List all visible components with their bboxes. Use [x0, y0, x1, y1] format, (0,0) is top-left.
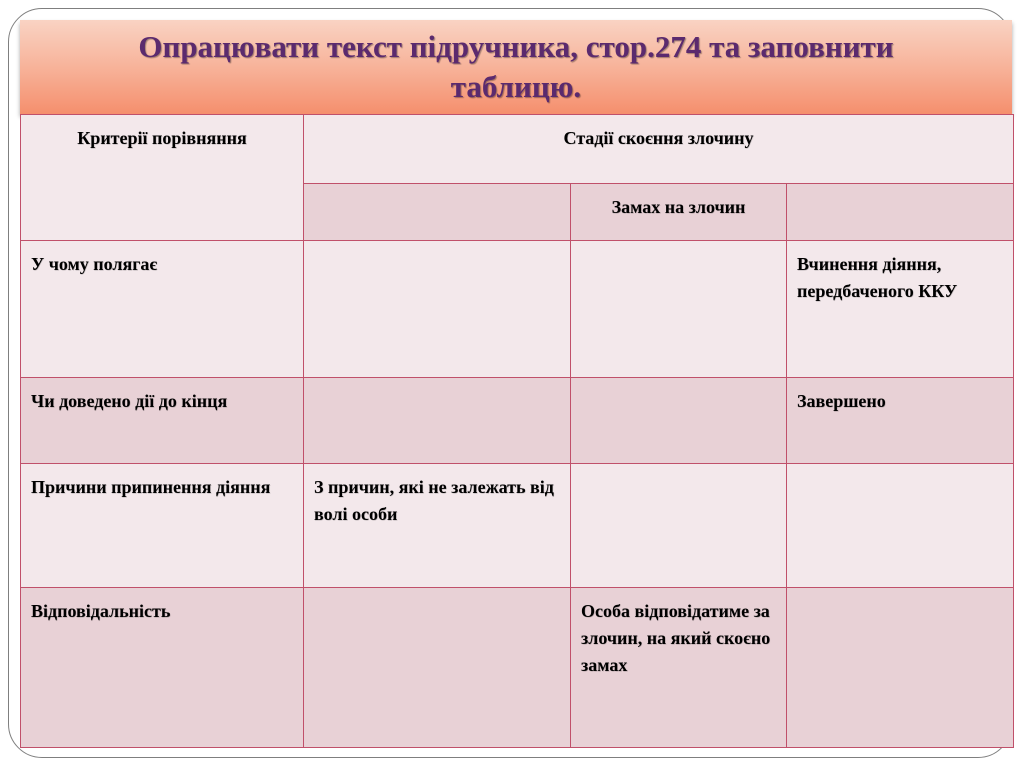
table-cell [304, 588, 571, 748]
table-cell: Особа відповідатиме за злочин, на який скоєно замах [571, 588, 787, 748]
table-row [21, 464, 1014, 588]
table-cell [304, 241, 571, 378]
table-cell [571, 464, 787, 588]
table-cell [304, 378, 571, 464]
stages-header-cell: Стадії скоєння злочину [304, 115, 1014, 184]
row-label: Чи доведено дії до кінця [21, 378, 304, 464]
subheader-cell [787, 184, 1014, 241]
table-cell [571, 241, 787, 378]
table-cell: Завершено [787, 378, 1014, 464]
row-label: У чому полягає [21, 241, 304, 378]
subheader-cell [304, 184, 571, 241]
subheader-cell: Замах на злочин [571, 184, 787, 241]
comparison-table [20, 114, 1014, 748]
table-cell: З причин, які не залежать від волі особи [304, 464, 571, 588]
criteria-header-cell: Критерії порівняння [21, 115, 304, 241]
table-cell [787, 464, 1014, 588]
table-row [21, 378, 1014, 464]
table-cell: Вчинення діяння, передбаченого ККУ [787, 241, 1014, 378]
row-label: Відповідальність [21, 588, 304, 748]
table-row [21, 241, 1014, 378]
title-band [20, 20, 1012, 114]
table-cell [571, 378, 787, 464]
slide-title: Опрацювати текст підручника, стор.274 та заповнити таблицю. [138, 29, 894, 104]
table-cell [787, 588, 1014, 748]
row-label: Причини припинення діяння [21, 464, 304, 588]
table-header-row [21, 115, 1014, 184]
table-row [21, 588, 1014, 748]
